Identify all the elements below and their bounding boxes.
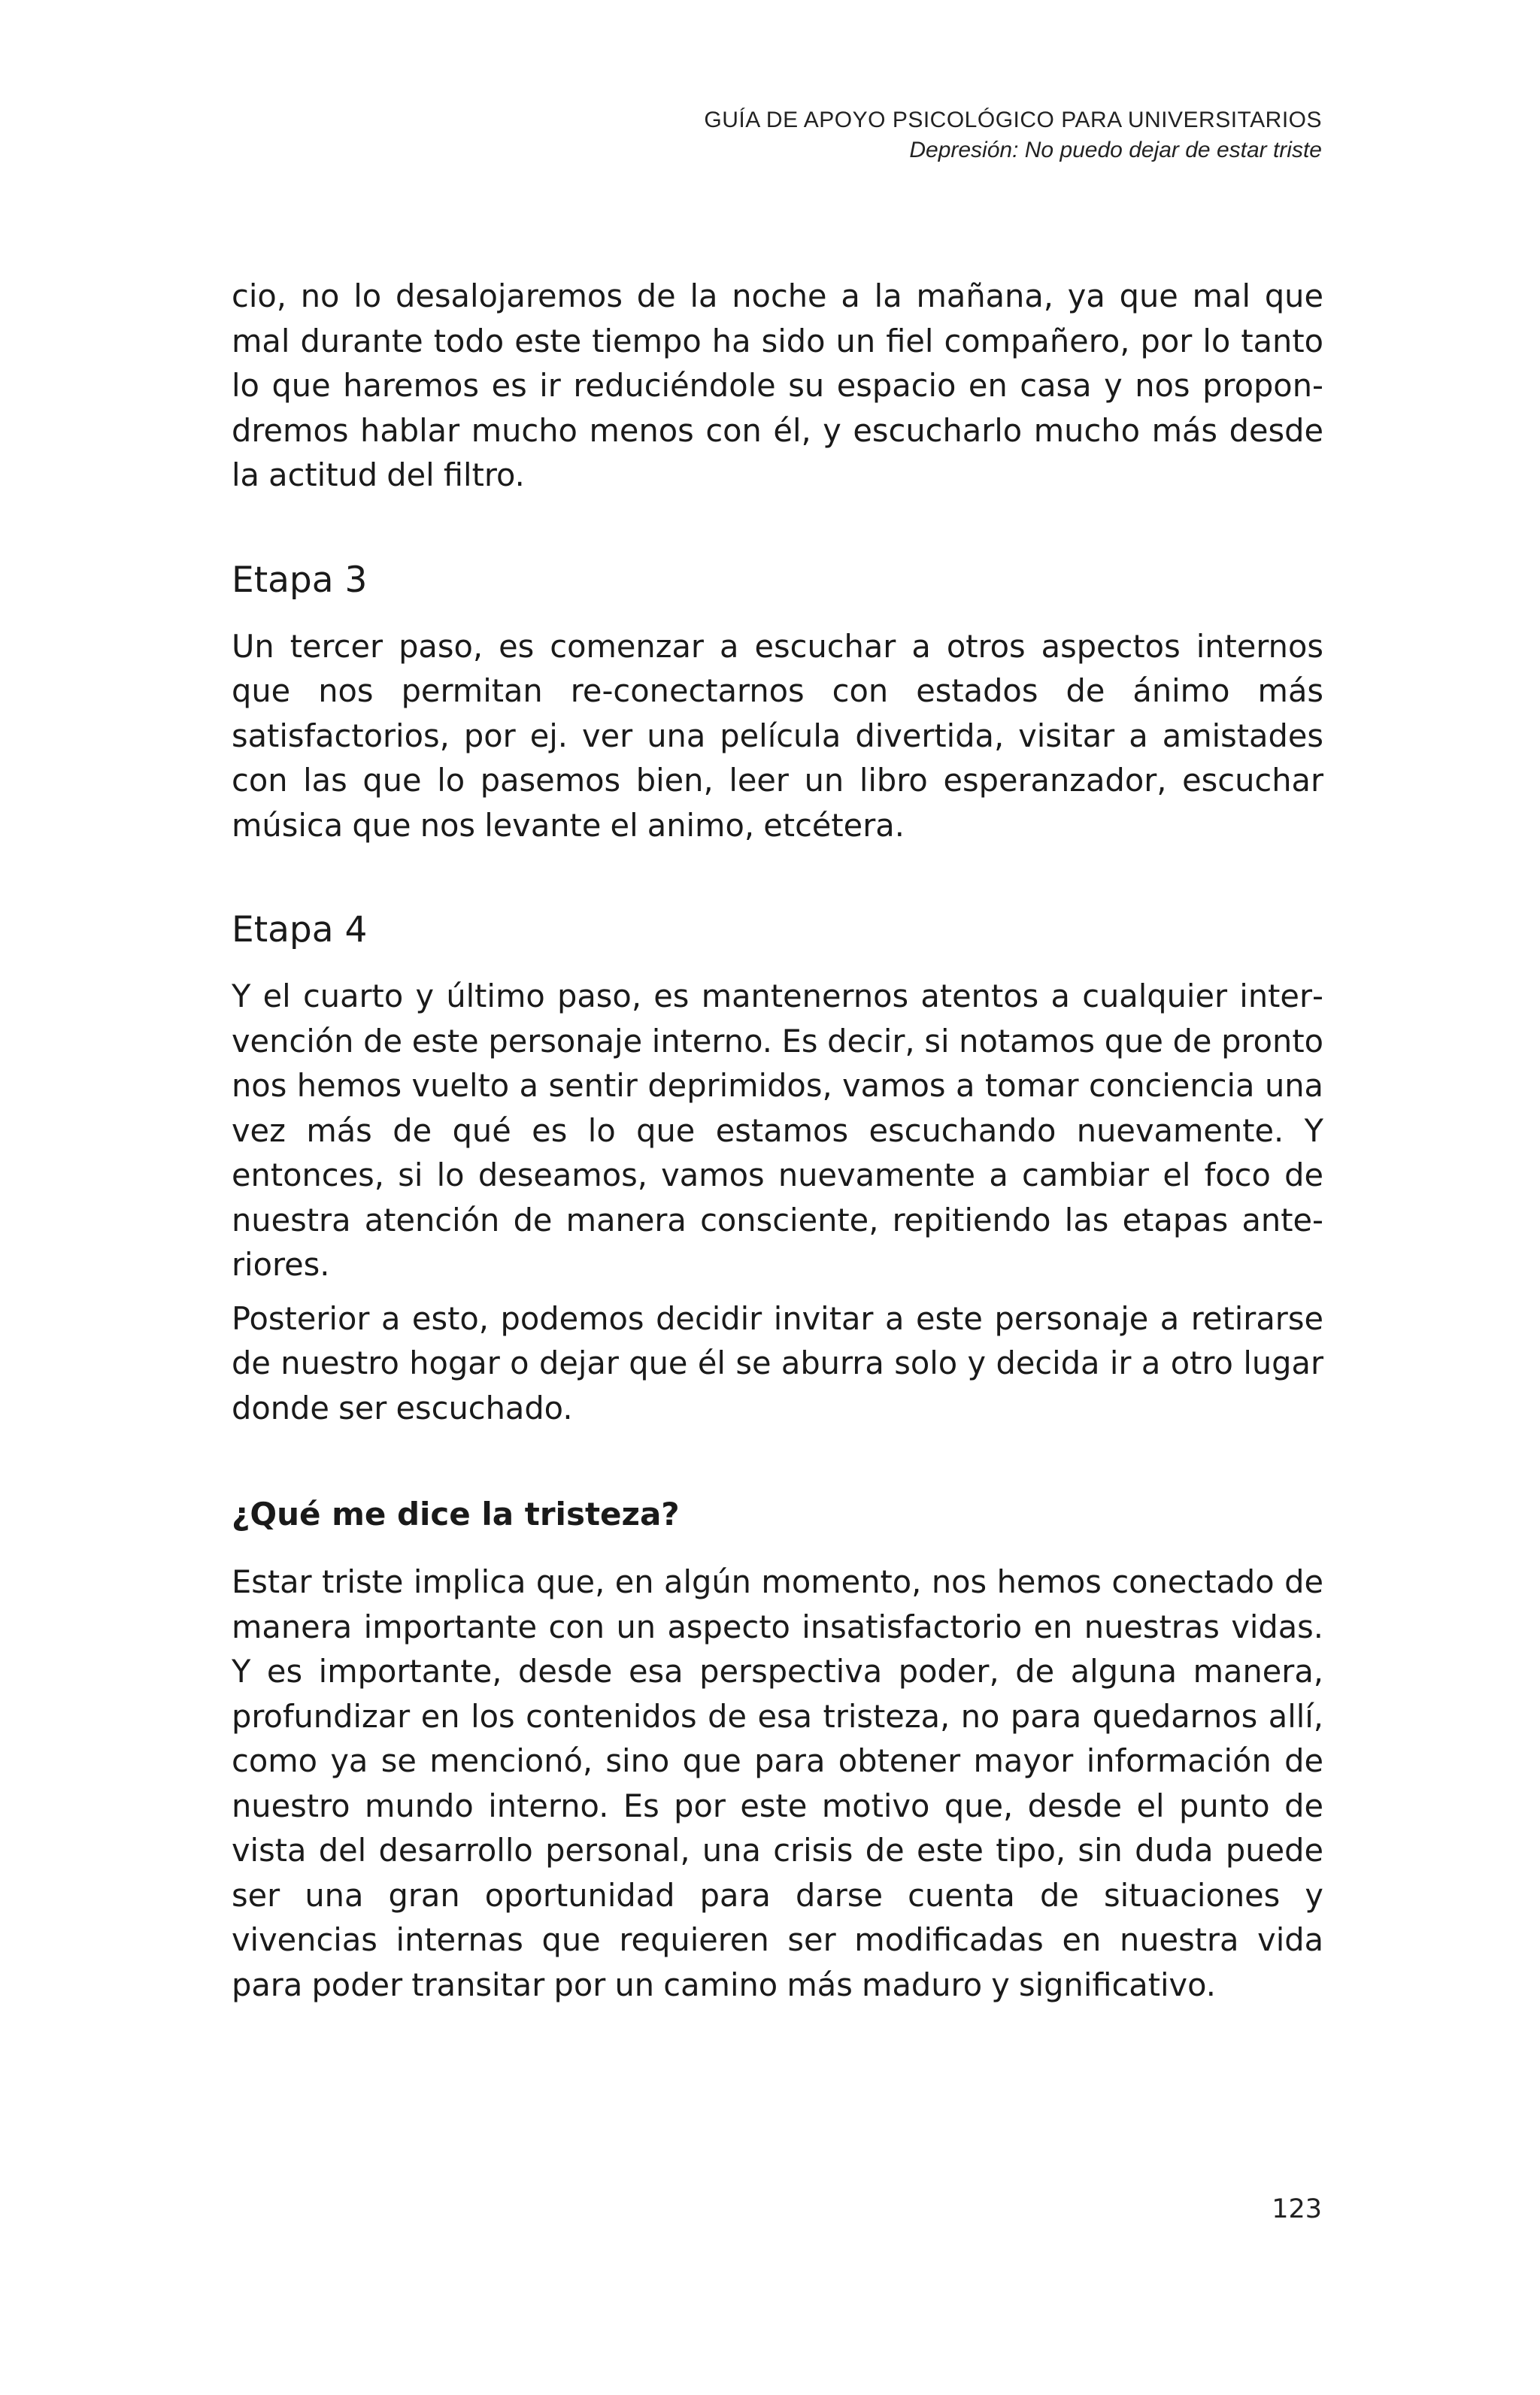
stage-4-heading: Etapa 4 [232, 909, 368, 950]
intro-paragraph: cio, no lo desalojaremos de la noche a la mañana, ya que mal que mal durante todo este tiempo ha sido un fiel compañero, por lo tanto lo que haremos es ir reduciéndole su espacio en casa y nos propondremos hablar mucho menos con él, y escucharlo mucho más desde la actitud del filtro. [232, 277, 1323, 493]
stage-3-heading: Etapa 3 [232, 559, 368, 601]
sadness-section-paragraph: Estar triste implica que, en algún momento, nos hemos conectado de manera importante con un aspecto insatisfactorio en nuestras vidas. Y es importante, desde esa perspectiva poder, de alguna manera, profundizar en los contenidos de esa tristeza, no para quedarnos allí, como ya se mencionó, sino que para obtener mayor información de nuestro mundo interno. Es por este motivo que, desde el punto de vista del desarrollo personal, una crisis de este tipo, sin duda puede ser una gran oportunidad para darse cuenta de situaciones y vivencias internas que requieren ser modificadas en nuestra vida para poder transitar por un camino más maduro y significativo. [232, 1563, 1323, 2003]
stage-4-followup-paragraph: Posterior a esto, podemos decidir invitar a este personaje a retirarse de nuestro hogar o dejar que él se aburra solo y decida ir a otro lugar donde ser escuchado. [232, 1299, 1323, 1426]
book-title: GUÍA DE APOYO PSICOLÓGICO PARA UNIVERSITARIOS [704, 108, 1322, 132]
page-number: 123 [1272, 2194, 1322, 2224]
running-header [704, 105, 1322, 165]
page-content [232, 274, 1323, 2007]
sadness-section-heading: ¿Qué me dice la tristeza? [232, 1496, 680, 1532]
stage-4-paragraph: Y el cuarto y último paso, es mantenernos atentos a cualquier intervención de este personaje interno. Es decir, si notamos que de pronto nos hemos vuelto a sentir deprimidos, vamos a tomar conciencia una vez más de qué es lo que estamos escuchando nuevamente. Y entonces, si lo deseamos, vamos nuevamente a cambiar el foco de nuestra atención de manera consciente, repitiendo las etapas anteriores. [232, 978, 1323, 1283]
chapter-title: Depresión: No puedo dejar de estar triste [909, 138, 1322, 162]
stage-3-paragraph: Un tercer paso, es comenzar a escuchar a otros aspectos internos que nos permitan re-conectarnos con estados de ánimo más satisfactorios, por ej. ver una película divertida, visitar a amistades con las que lo pasemos bien, leer un libro esperanzador, escuchar música que nos levante el animo, etcétera. [232, 627, 1323, 844]
